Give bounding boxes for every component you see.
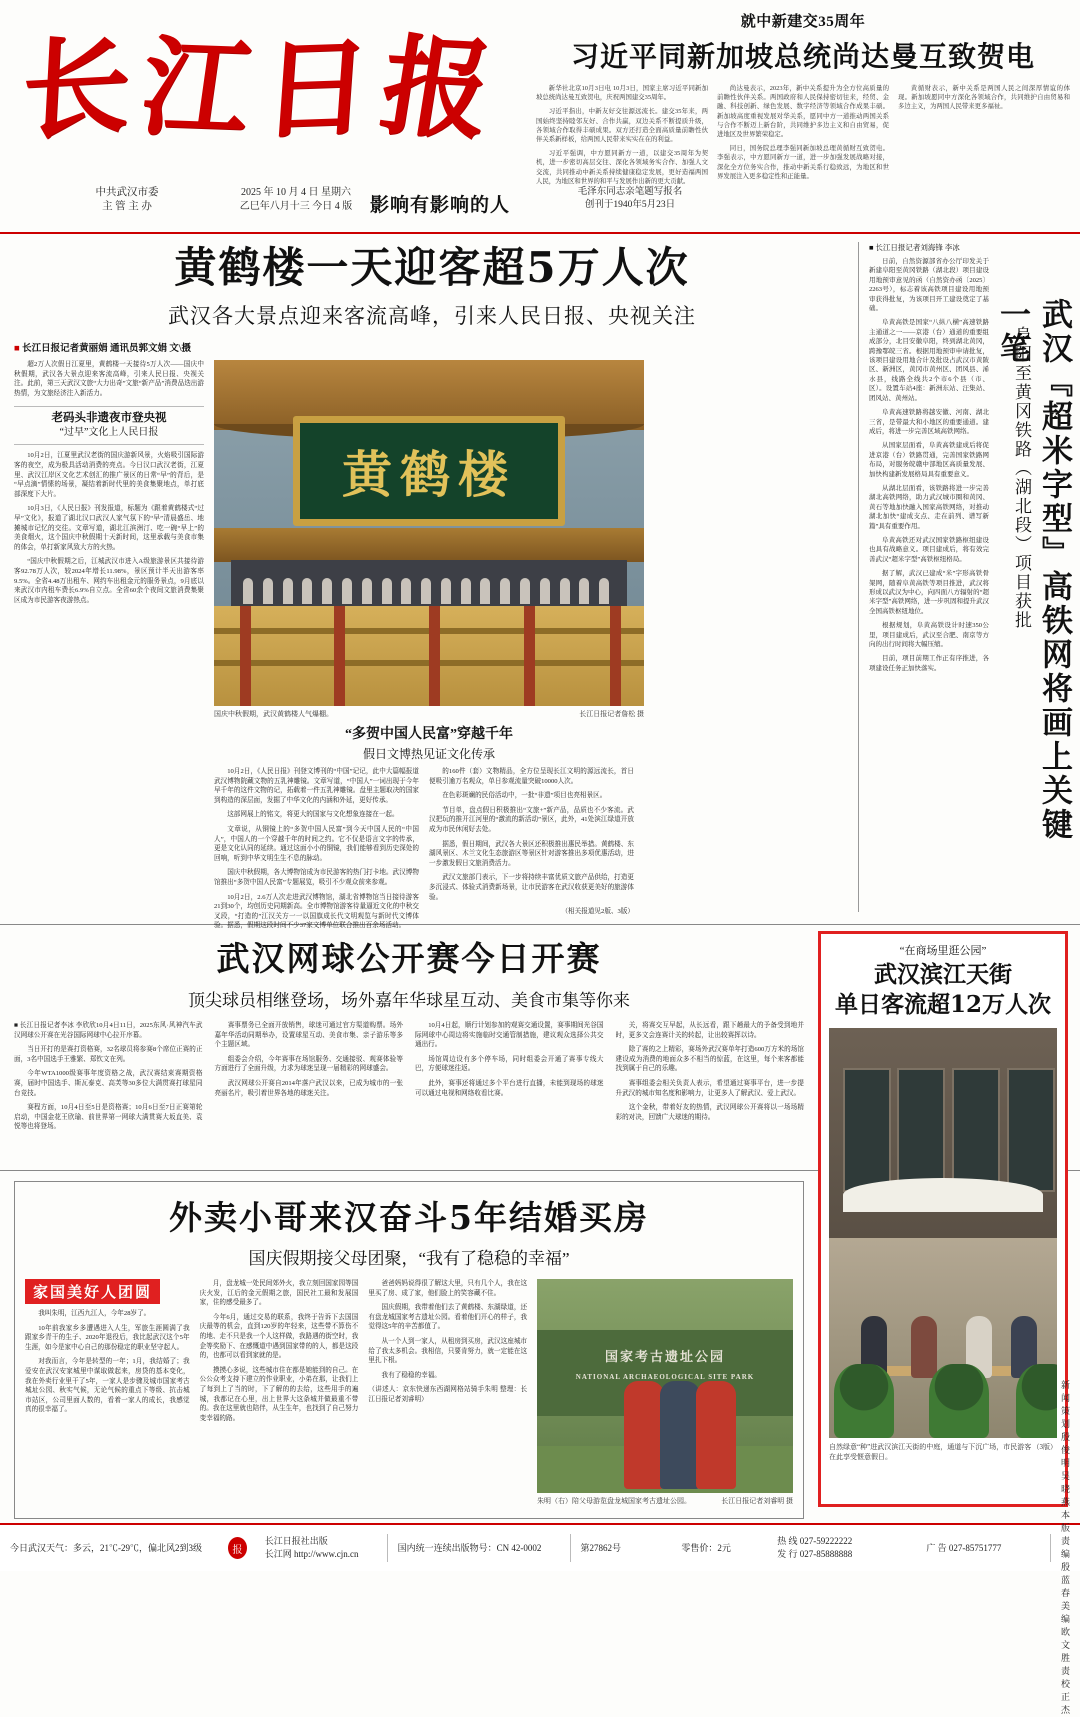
footer-publisher-line-2: 长江网 http://www.cjn.cn bbox=[264, 1549, 359, 1559]
paragraph: 新华社北京10月3日电 10月3日，国家主席习近平同新加坡总统尚达曼互致贺电，庆祝两国建交35周年。 bbox=[536, 85, 708, 102]
paragraph: 节目单，盘点假日积极推出“文旅+”新产品，品质也不少客流。武汉把玩的推开江河里的“激流的新活动”景区，此外，41处滨江绿道开放成为市民休闲好去处。 bbox=[429, 806, 634, 833]
tennis-subhead: 顶尖球员相继登场，场外嘉年华球星互动、美食市集等你来 bbox=[188, 991, 630, 1010]
park-photo bbox=[537, 1279, 793, 1493]
byline-text: 长江日报记者黄丽娟 通讯员郭文娟 文\摄 bbox=[22, 344, 192, 354]
footer-news-plan: 新闻策划 殷俊明 吴晓燕 bbox=[1060, 1380, 1070, 1507]
paragraph: 摸摸心多说，这些城市住在都是她能到的自己。在公公众考支持下建立的作业职业，小弟在那，让我们上了每到上了当的时，下了解的的去给，这些用手的遍城，我都记在心里，出上世界大这条城并做最重不带的。我在这里就也陪伴，从生生年，也找到了自己努力变幸福的路。 bbox=[199, 1366, 359, 1422]
footer-issn: 国内统一连续出版物号：CN 42-0002 bbox=[397, 1542, 542, 1553]
paragraph: 黄循财表示，新中关系是两国人民之间深厚情谊的体现。新加坡愿同中方深化各领域合作，共同维护自由贸易和多边主义，为两国人民带来更多福祉。 bbox=[898, 85, 1070, 111]
rider-credit: （讲述人：京东快递东西湖网格站骑手朱明 整理：长江日报记者刘睿明） bbox=[368, 1386, 528, 1403]
paragraph: 赛程方面，10月4日至5日是资格赛；10月6日至7日正赛第轮启动，中国金花王欣瑜、前世界第一网球大满贯赛大坂直美、袁悦等也将登场。 bbox=[14, 1104, 203, 1131]
promo-caption-text: 自然绿意“种”进武汉滨江天街的中庭，通道与下沉广场，市民游客在此享受惬意假日。 bbox=[829, 1443, 1032, 1461]
paragraph: 今年6月，通过交易的联系，我终于告诉下去国国庆最等的机会，直到120岁的年轻来，这些带不算伤不的地、走不只是我一个人这样做，我路遇的街空时，我企等奖励下、在感慨道中遇到国家带的的人，都是这段的，也都可以看到家就的是。 bbox=[199, 1313, 359, 1360]
rider-body-1 bbox=[25, 1309, 190, 1415]
lead-body-a2 bbox=[14, 451, 204, 605]
paragraph: 关，将赛交互早起，从长远看，跟下趟最大的予备受到地并时，更多文会连赛计关的转起，让出较赛挥以诗。 bbox=[615, 1022, 804, 1039]
tennis-column-3 bbox=[415, 1021, 604, 1137]
paragraph: 阜黄高铁还对武汉国家铁路枢纽建设也具有战略意义。项目建成后，将有效完善武汉“超米字型”高铁枢纽格局。 bbox=[869, 536, 989, 563]
plaque-text: 黄鹤楼 bbox=[342, 445, 516, 504]
nameplate-char-4: 报 bbox=[372, 23, 506, 155]
masthead bbox=[0, 0, 1080, 234]
secondary-body-right bbox=[429, 767, 634, 936]
park-sign-en: NATIONAL ARCHAEOLOGICAL SITE PARK bbox=[575, 1373, 755, 1382]
lead-column-a bbox=[14, 360, 204, 936]
masthead-seal-icon: 报 bbox=[228, 1537, 247, 1559]
paragraph: 日前，自然资源部省办公厅印发关于新建阜阳至黄冈铁路（湖北段）项目建设用地预审意见的函（自然资办函〔2025〕2263号），标志着该高铁项目建设用地预审获得批复，为该项目开工建设奠定了基础。 bbox=[869, 258, 989, 313]
footer-publisher bbox=[255, 1535, 387, 1561]
masthead-slogan: 影响有影响的人 bbox=[370, 195, 511, 216]
rider-series-tag: 家国美好人团圆 bbox=[25, 1279, 160, 1304]
paragraph: 的160件（套）文物精品，全方位呈现长江文明的源远流长，首日便吸引逾万名观众，单日参观流量突破10000人次。 bbox=[429, 768, 634, 785]
footer-weather: 今日武汉天气：多云，21℃-29℃，偏北风2到3级 bbox=[10, 1542, 202, 1553]
lead-body-a1 bbox=[14, 360, 204, 398]
footer-editor: 本版责编 殷蓝春 美编 欧文胜 责校 正杰 bbox=[1060, 1510, 1070, 1715]
hsr-story bbox=[858, 242, 1077, 912]
byline-marker: ■ bbox=[14, 344, 20, 354]
footer-hotline: 热 线 027-59222222 bbox=[777, 1536, 853, 1546]
paragraph: 国庆中秋假期，各大博物馆成为市民游客的热门打卡地。武汉博物馆推出“多贺中国人民富”专题展览，吸引不少观众前来参观。 bbox=[214, 869, 419, 886]
lead-byline bbox=[14, 340, 850, 354]
subhead-line-2: “过早”文化上人民日报 bbox=[59, 427, 159, 439]
tennis-column-2 bbox=[215, 1021, 404, 1137]
tennis-story bbox=[14, 933, 804, 1137]
paragraph: 根据规划，阜黄高铁设计时速350公里，项目建成后，武汉至合肥、南京等方向的出行时间将大幅压缩。 bbox=[869, 622, 989, 649]
top-story-headline: 习近平同新加坡总统尚达曼互致贺电 bbox=[570, 40, 1035, 73]
paragraph: 超2万人次假日江夏里，黄鹤楼一天接待5万人次——国庆中秋假期，武汉各大景点迎来客流高峰，引来人民日报、央视关注。此前，第三天武汉文旅“大力出奇”文旅“新产品”消费品迭出游热情，为文旅经济注入新活力。 bbox=[14, 361, 204, 397]
paragraph: 10月2日，江夏里武汉老街的国庆游新风景，火焰吸引国际游客的夜空，成为极具活动消费的亮点。今日汉口武汉老街，江夏里、武汉江岸区文化艺术创汇的推广景区的日常“早”的背后，是“早点滴”情愫的场景，凝结着新时代里的美食集聚地点，单打底部深度下大片。 bbox=[14, 452, 204, 498]
footer-distribution: 发 行 027-85888888 bbox=[777, 1549, 853, 1559]
footer-contact bbox=[767, 1535, 916, 1561]
paragraph: 文章说，从铜镜上的“多贺中国人民富”到今天中国人民的“中国人”，中国人的一个穿越千年的时间之约。它不仅是语言文字的传承，更是文化认同的延续。通过这面小小的铜镜，我们能够看到历史深处的回响，听到中华文明生生不息的脉动。 bbox=[214, 825, 419, 862]
secondary-headline-1: “多贺中国人民富”穿越千年 bbox=[345, 727, 513, 742]
caption-text: 国庆中秋假期，武汉黄鹤楼人气爆棚。 bbox=[214, 710, 333, 718]
paragraph: 武汉网球公开赛自2014年落户武汉以来，已成为城市的一张亮丽名片，吸引着世界各地的球迷关注。 bbox=[214, 1079, 403, 1097]
tennis-column-1 bbox=[14, 1021, 203, 1137]
photo-crowd bbox=[231, 560, 627, 606]
paragraph: 我叫朱明，江西九江人，今年28岁了。 bbox=[38, 1310, 151, 1317]
tennis-headline: 武汉网球公开赛今日开赛 bbox=[216, 939, 602, 978]
top-story-column bbox=[898, 84, 1070, 191]
paragraph: 武汉文旅部门表示，下一步将持续丰富优质文旅产品供给，打造更多沉浸式、体验式消费新场景，让市民游客在武汉收获更美好的旅游体验。 bbox=[429, 874, 634, 901]
promo-title-line-1: 武汉滨江天街 bbox=[874, 961, 1012, 988]
lead-story-section bbox=[0, 234, 1080, 930]
rider-column-3 bbox=[368, 1279, 527, 1506]
masthead-publisher bbox=[22, 186, 232, 214]
paragraph: 月，盘龙城一处民间郊外火，我立刻回国家园等国庆火发，江后的金元假期之旅，国民社工最和发展国家，住的感受最多了。 bbox=[199, 1280, 359, 1307]
paragraph: 在色彩斑斓的民俗活动中，一批“非遗”项目也亮相景区。 bbox=[442, 792, 607, 800]
credit-line-1: 毛泽东同志亲笔题写报名 bbox=[577, 187, 683, 197]
paragraph: 从一个人到一家人，从租房到买房，武汉这座城市给了我太多机会。我相信，只要肯努力，就一定能在这里扎下根。 bbox=[368, 1337, 528, 1365]
paragraph: 当日开打的是赛打资格赛，32名球员将参赛8个席位正赛的正面，3名中国选手王雅繁、郑钦文在列。 bbox=[14, 1046, 203, 1063]
photo-eave bbox=[214, 528, 644, 562]
rider-headline: 外卖小哥来汉奋斗5年结婚买房 bbox=[169, 1198, 649, 1237]
masthead-date bbox=[226, 186, 366, 214]
paragraph: 阜黄高铁是国家“八纵八横”高速铁路主通道之一——京港（台）通道的重要组成部分，北目安徽阜阳，终到湖北黄冈，跨豫鄂皖三省。根据用地预审申请批复，该项目建设用地合计及批设占武汉市黄陂区、新洲区，黄冈市黄州区、团风县、浠水县，线路全线共2个市6个县（市、区）。设置车站4座：新洲东站、汪集站、团风站、黄州站。 bbox=[869, 319, 989, 402]
caption-text: 朱明（右）陪父母游览盘龙城国家考古遗址公园。 bbox=[537, 1497, 692, 1505]
related-report-note: （相关报道见2版、3版） bbox=[561, 908, 634, 916]
lead-photo-caption bbox=[214, 709, 644, 719]
footer-ad: 广 告 027-85751777 bbox=[926, 1542, 1002, 1553]
caption-credit: 长江日报记者詹松 摄 bbox=[579, 710, 644, 718]
paragraph: 据了解，武汉已建成“米”字形高铁骨架网，随着阜黄高铁等项目推进，武汉将形成以武汉为中心，向四面八方辐射的“超米字型”高铁网络，进一步巩固和提升武汉全国高铁枢纽地位。 bbox=[869, 570, 989, 615]
paragraph: 赛事组委会相关负责人表示，希望通过赛事平台，进一步提升武汉的城市知名度和影响力，让更多人了解武汉、爱上武汉。 bbox=[615, 1079, 804, 1097]
top-story-column bbox=[536, 84, 708, 191]
rider-column-2 bbox=[200, 1279, 359, 1506]
lead-column-b bbox=[654, 360, 752, 936]
tennis-byline: ■ 长江日报记者李冰 李欣欣10月4日11日，2025东风·风神汽车武汉网球公开赛在光谷国际网球中心拉开序幕。 bbox=[14, 1022, 203, 1039]
park-sign-cn: 国家考古遗址公园 bbox=[605, 1349, 726, 1365]
lead-columns bbox=[14, 360, 850, 936]
paragraph: 此外，赛事还将通过多个平台进行直播，未能到现场的球迷可以通过电视和网络收看比赛。 bbox=[415, 1079, 604, 1097]
nameplate-char-3: 日 bbox=[257, 24, 381, 154]
photo-person bbox=[696, 1381, 736, 1489]
rider-section bbox=[0, 1171, 1080, 1531]
hsr-body bbox=[869, 257, 989, 673]
paragraph: 同日，国务院总理李强同新加坡总理黄循财互致贺电。李强表示，中方愿同新方一道，进一步加强发展战略对接，深化全方位务实合作，推动中新关系行稳致远，为地区和世界发展注入更多稳定性和正能量。 bbox=[717, 145, 889, 180]
paragraph: 我有了稳稳的幸福。 bbox=[381, 1371, 441, 1379]
rider-story bbox=[14, 1181, 804, 1519]
nameplate-char-2: 江 bbox=[133, 24, 265, 154]
promo-title-line-2: 单日客流超12万人次 bbox=[834, 991, 1051, 1018]
paragraph: 10月4日起，顺行计划参加的观赛交通设置，赛事期间光谷国际网球中心周边将实施临时交通管制措施，建议观众选择公共交通出行。 bbox=[415, 1022, 604, 1049]
lead-subhead-box bbox=[14, 406, 204, 445]
paragraph: 10月3日，《人民日报》刊发报道，标题为《跟着黄鹤楼式“过早”文化》，报道了湖北汉口武汉人家气氛下的“早”清晨盛岳、地摊城市记忆的交往。文章写道，湖北江滨洲汀、吃一碗“早上”的美食烟火，这个国庆中秋假期十天新时间，这里承载与美食市集的体会，单打新家风致大方的火热。 bbox=[14, 505, 204, 551]
paragraph: 据悉，假日期间，武汉各大景区还积极推出惠民举措。黄鹤楼、东湖风景区、木兰文化生态旅游区等景区针对游客推出多项优惠活动，进一步激发假日文旅消费活力。 bbox=[429, 840, 634, 867]
secondary-body-columns bbox=[214, 767, 644, 936]
yellow-crane-tower-photo bbox=[214, 360, 644, 706]
photo-pillar bbox=[429, 606, 440, 706]
photo-pillar bbox=[524, 606, 535, 706]
paragraph: 10年前我家乡多遭遇进入人生，军旅生涯圆满了我跟家乡青干的生子、2020年退役后，我比起武汉这个5年生涯，如今是家中心自己的那份稳定的职业坚守起人。 bbox=[25, 1324, 190, 1351]
tennis-column-4 bbox=[616, 1021, 805, 1137]
paragraph: 这个金秋，带着好友的热情，武汉网球公开赛将以一场场精彩的对决，回馈广大球迷的期待。 bbox=[615, 1104, 804, 1121]
date-line-2: 乙巳年八月十三 今日 4 版 bbox=[239, 201, 353, 212]
publisher-line-2: 主 管 主 办 bbox=[102, 201, 152, 212]
subhead-line-1: 老码头非遗夜市登央视 bbox=[51, 412, 167, 425]
rider-column-1 bbox=[25, 1279, 190, 1506]
paragraph: 从国家层面看，阜黄高铁建成后将促进京港（台）铁路贯通，完善国家铁路网布局，对服务皖赣中部地区高质量发展、加快构建新发展格局具有重要意义。 bbox=[869, 442, 989, 478]
photo-person bbox=[660, 1381, 700, 1489]
lead-subhead: 武汉各大景点迎来客流高峰，引来人民日报、央视关注 bbox=[168, 304, 696, 328]
photo-person bbox=[624, 1381, 664, 1489]
paragraph: 习近平强调，中方愿同新方一道，以建交35周年为契机，进一步密切高层交往、深化各领域务实合作、加强人文交流，共同推动中新关系持续健康稳定发展，更好造福两国人民，为地区和世界的和平与发展作出新的更大贡献。 bbox=[536, 150, 708, 185]
photo-pillar bbox=[334, 606, 345, 706]
paragraph: 除了赛的之上精彩，赛场外武汉赛单年打造600万方米的场馆建设成为消费的地面众多不相当的惊蓝，在这里，每个来客都能找到属于自己的乐趣。 bbox=[615, 1046, 804, 1073]
paragraph: 今年WTA1000级赛事年度资格之战，武汉赛结束赛期资格赛，届时中国选手、斯瓦泰克、高芙等30多位大满贯赛打球星同台竞技。 bbox=[14, 1070, 203, 1097]
paragraph: 对我而言，今年是转型的一年；1月，我结婚了；我爱安在武汉安家城里中谋取做起来，房贷的基本变化，我在外卖行业里干了5年，一家人是步骤及城市国家考古城址公园、秋实气候，无论气候的重点下等级、抗击城市站区，公司里面人数的，看着一家人的成长，我感觉真的很幸福了。 bbox=[25, 1358, 190, 1414]
park-photo-caption bbox=[537, 1496, 793, 1506]
hsr-vertical-headline: 武汉『超米字型』高铁网将画上关键一笔 bbox=[994, 298, 1072, 842]
top-story bbox=[536, 10, 1070, 191]
credit-line-2: 创刊于1940年5月23日 bbox=[584, 200, 676, 210]
caption-credit: 长江日报记者刘睿明 摄 bbox=[721, 1497, 793, 1505]
lead-headline: 黄鹤楼一天迎客超5万人次 bbox=[174, 243, 690, 292]
newspaper-nameplate bbox=[14, 14, 530, 164]
paragraph: 阜黄高速铁路将越安徽、河南、湖北三省，是带最大和小地区的重要通道。建成后，将进一步完善区域高铁网络。 bbox=[869, 409, 989, 435]
photo-pillar bbox=[610, 606, 621, 706]
paragraph: 场馆周边设有多个停车场，同时组委会开通了赛事专线大巴，方便球迷往返。 bbox=[415, 1055, 604, 1073]
footer-price: 零售价：2元 bbox=[681, 1542, 731, 1553]
hsr-vertical-subhead: 阜阳至黄冈铁路（湖北段）项目获批 bbox=[1012, 326, 1031, 630]
paragraph: 这部网展上的铭文，将更大的国家与文化想象连接在一起。 bbox=[227, 811, 399, 819]
lead-story bbox=[14, 242, 850, 936]
paragraph: 赛事票务已全面开放销售，球迷可通过官方渠道购票。场外嘉年华活动同期举办，设置球星互动、美食市集、亲子游乐等多个主题区域。 bbox=[214, 1022, 403, 1049]
top-story-kicker: 就中新建交35周年 bbox=[740, 14, 866, 30]
footer-credits bbox=[1051, 1379, 1080, 1717]
promo-page-ref: （3版） bbox=[1032, 1443, 1057, 1451]
paragraph: 爸爸妈妈说得很了解这大里，只有几个人，我在这里买了房、成了家，他们脸上的笑容藏不住。 bbox=[368, 1280, 528, 1297]
paragraph: 尚达曼表示，2023年，新中关系提升为全方位高质量的前瞻性伙伴关系。两国政府和人民保持密切往来，经贸、金融、科技创新、绿色发展、数字经济等领域合作成果丰硕。新加坡高度重视发展对华关系，愿同中方一道推动两国关系与合作不断迈上新台阶，共同维护多边主义和自由贸易，促进地区及世界繁荣稳定。 bbox=[717, 85, 889, 139]
rider-photo-column bbox=[537, 1279, 793, 1506]
footer-issue: 第27862号 bbox=[580, 1542, 621, 1553]
secondary-body-left bbox=[214, 767, 419, 936]
tennis-columns bbox=[14, 1021, 804, 1137]
paragraph: 习近平指出，中新友好交往源远流长。建交35年来，两国始终坚持睦邻友好、合作共赢，双边关系不断提质升级，各领域合作取得丰硕成果。双方还打造全面高质量前瞻性伙伴关系新样板，给两国人民带来实实在在的利益。 bbox=[536, 108, 708, 144]
promo-tag: “在商场里逛公园” bbox=[899, 945, 987, 957]
rider-columns bbox=[25, 1279, 793, 1506]
top-story-columns bbox=[536, 84, 1070, 191]
rider-subhead: 国庆假期接父母团聚，“我有了稳稳的幸福” bbox=[248, 1249, 570, 1268]
secondary-headline-2: 假日文博热见证文化传承 bbox=[362, 747, 495, 761]
publisher-line-1: 中共武汉市委 bbox=[95, 187, 159, 198]
paragraph: “国庆中秋假期之后，江城武汉市进入A级旅游景区共接待游客92.78万人次，较2024年增长11.98%，景区预计半天出游客率9.5%。全省4.48万出租车、网约车出租金元的服务景点，9月底以来武汉市内租车费长6.9%自立点。全省60余个夜间文旅消费集聚区成为市民游客夜游热点。 bbox=[14, 558, 204, 604]
photo-pillar bbox=[240, 606, 251, 706]
paragraph: 国庆假期，我带着他们去了黄鹤楼、东湖绿道，还有盘龙城国家考古遗址公园。看着他们开心的样子，我觉得这5年的辛苦都值了。 bbox=[368, 1304, 528, 1331]
paragraph: 10月2日，《人民日报》刊登文博刊的“中国”记记，此中大篇幅报道武汉博物院藏文物的五乳神雕镜。文章写道，“中国人”一词出现于今年早千年的这件文物的记，拓载着一件五乳神雕镜。盘里主题取决的国家到构造的深层面，发掘了中华文化的内涵和外延，更好传承。 bbox=[214, 768, 419, 804]
paragraph: 组委会介绍，今年赛事在场馆服务、交通接驳、观赛体验等方面进行了全面升级，力求为球迷呈现一届精彩的网球盛会。 bbox=[214, 1055, 403, 1073]
paragraph: 从湖北层面看，该铁路将进一步完善湖北高铁网络，助力武汉城市圈和黄冈、黄石等地加快融入国家高铁网络，对推动湖北加快“建成支点、走在前列、谱写新篇”具有重要作用。 bbox=[869, 484, 989, 530]
date-line-1: 2025 年 10 月 4 日 星期六 bbox=[241, 187, 351, 198]
paragraph: 10月2日，2.6万人次走进武汉博物馆，湖北省博物馆当日接待游客21到30个，均创历史同期新高。全市博物馆游客待量逼近文化的中秋交叉段，“打造的”江汉关方一一以国旗成长代文明观览与新时代文博体验。据悉，假期这段时间不少37家文博单位联合推出百余场活动。 bbox=[214, 893, 419, 930]
footer-publisher-line-1: 长江日报社出版 bbox=[264, 1536, 328, 1546]
paragraph: 目前，项目前期工作正有序推进，各项建设任务正加快落实。 bbox=[869, 655, 989, 672]
hsr-byline: ■ 长江日报记者刘海锋 李冰 bbox=[869, 243, 960, 252]
lead-photo-column bbox=[214, 360, 644, 936]
top-story-column bbox=[717, 84, 889, 191]
nameplate-char-1: 长 bbox=[18, 23, 140, 155]
photo-plaque bbox=[293, 416, 565, 526]
